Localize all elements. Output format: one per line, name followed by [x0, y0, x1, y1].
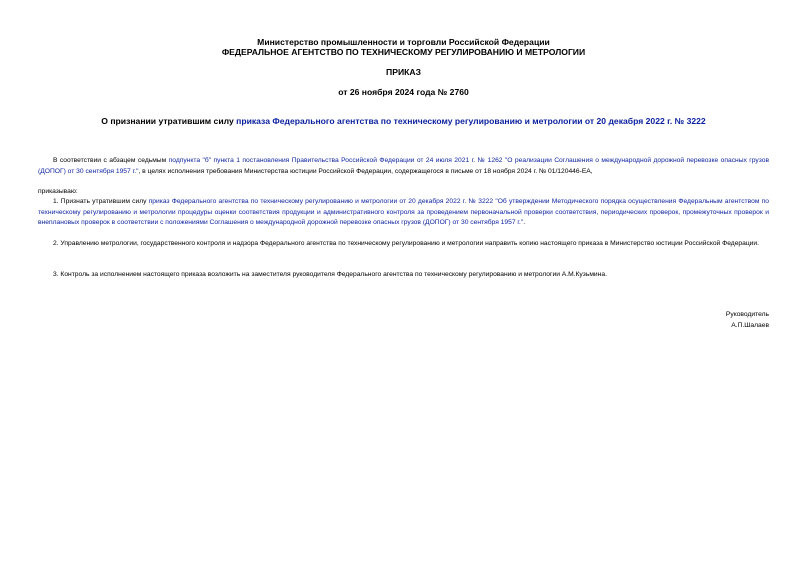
- preamble-paragraph: [38, 156, 769, 177]
- preamble-text-2: , в целях исполнения требования Министерства юстиции Российской Федерации, содержащегося в письме от 18 ноября 2024 г. № 01/120446-ЕА,: [138, 167, 593, 175]
- agency-name: ФЕДЕРАЛЬНОЕ АГЕНТСТВО ПО ТЕХНИЧЕСКОМУ РЕГУЛИРОВАНИЮ И МЕТРОЛОГИИ: [221, 47, 586, 57]
- preamble-text-1: В соответствии с абзацем седьмым: [53, 157, 169, 164]
- signature-position: Руководитель: [725, 311, 769, 318]
- item-1: [38, 197, 769, 229]
- title-prefix: О признании утратившим силу: [101, 116, 237, 126]
- title-link[interactable]: приказа Федерального агентства по техническому регулированию и метрологии от 20 декабря 2022 г. № 3222: [236, 116, 706, 126]
- ministry-name: Министерство промышленности и торговли Российской Федерации: [257, 37, 550, 47]
- signature-name: А.П.Шалаев: [731, 322, 769, 329]
- document-date-number: от 26 ноября 2024 года № 2760: [338, 87, 469, 97]
- order-word: приказываю:: [38, 188, 78, 195]
- document-type: ПРИКАЗ: [386, 67, 421, 77]
- item-1-suffix: .: [523, 219, 526, 227]
- item-1-prefix: 1. Признать утратившим силу: [53, 198, 149, 205]
- preamble-link[interactable]: подпункта "б" пункта 1 постановления Правительства Российской Федерации от 24 июля 2021 г. № 1262 "О реализации Соглашения о международной дорожной перевозке опасных грузов (ДОПОГ) от 30 сентября 1957 г.": [38, 157, 769, 175]
- item-3: 3. Контроль за исполнением настоящего приказа возложить на заместителя руководителя Федерального агентства по техническому регулированию и метрологии А.М.Кузьмина.: [53, 271, 607, 278]
- item-2: 2. Управлению метрологии, государственного контроля и надзора Федерального агентства по техническому регулированию и метрологии направить копию настоящего приказа в Министерство юстиции Российской Федерации.: [53, 240, 760, 247]
- document-title: [0, 116, 807, 127]
- item-1-link[interactable]: приказ Федерального агентства по техническому регулированию и метрологии от 20 декабря 2022 г. № 3222 "Об утверждении Методического порядка осуществления Федеральным агентством по техническому регулированию и метрологии процедуры оценки соответствия продукции и административного контроля за проведением первоначальной проверки соответствия, периодических проверок, промежуточных проверок и внеплановых проверок в соответствии с положениями Соглашения о международной дорожной перевозке опасных грузов (ДОПОГ) от 30 сентября 1957 г.": [38, 198, 769, 227]
